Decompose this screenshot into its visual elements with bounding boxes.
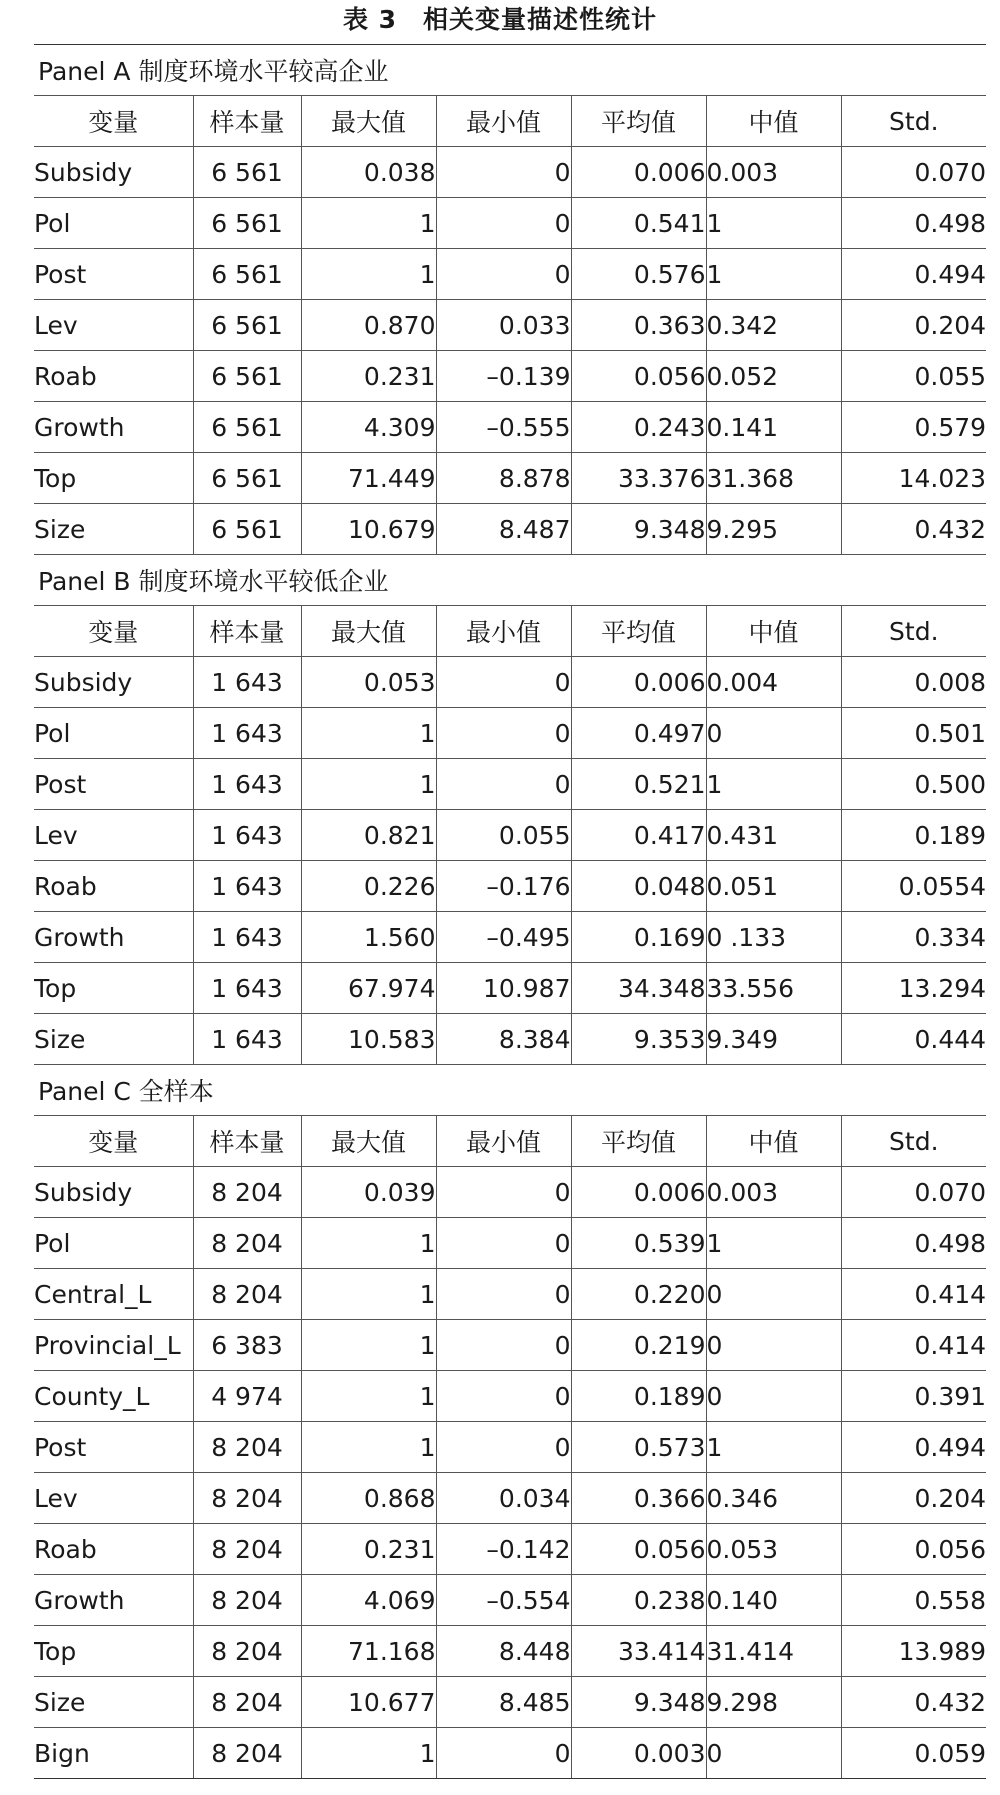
std-cell: 0.070 bbox=[841, 1167, 986, 1218]
median-cell: 0.431 bbox=[706, 810, 841, 861]
mean-cell: 0.003 bbox=[571, 1728, 706, 1779]
min-cell: 8.448 bbox=[436, 1626, 571, 1677]
variable-cell: Size bbox=[34, 1014, 193, 1065]
table-row bbox=[34, 759, 986, 810]
variable-cell: Size bbox=[34, 1677, 193, 1728]
variable-cell: Lev bbox=[34, 810, 193, 861]
mean-cell: 0.056 bbox=[571, 1524, 706, 1575]
table-row bbox=[34, 1422, 986, 1473]
min-cell: 0.033 bbox=[436, 300, 571, 351]
median-cell: 0.051 bbox=[706, 861, 841, 912]
max-cell: 0.870 bbox=[301, 300, 436, 351]
table-row bbox=[34, 1167, 986, 1218]
min-cell: –0.139 bbox=[436, 351, 571, 402]
median-cell: 1 bbox=[706, 249, 841, 300]
sample-size-cell: 6 561 bbox=[193, 453, 301, 504]
sample-size-cell: 8 204 bbox=[193, 1524, 301, 1575]
sample-size-cell: 8 204 bbox=[193, 1473, 301, 1524]
variable-cell: Size bbox=[34, 504, 193, 555]
mean-cell: 9.353 bbox=[571, 1014, 706, 1065]
variable-cell: Growth bbox=[34, 402, 193, 453]
header-sample-size: 样本量 bbox=[193, 606, 301, 657]
table-row bbox=[34, 402, 986, 453]
std-cell: 13.294 bbox=[841, 963, 986, 1014]
sample-size-cell: 1 643 bbox=[193, 759, 301, 810]
min-cell: 0 bbox=[436, 1320, 571, 1371]
variable-cell: Top bbox=[34, 963, 193, 1014]
table-row bbox=[34, 351, 986, 402]
header-max: 最大值 bbox=[301, 96, 436, 147]
header-std: Std. bbox=[841, 1116, 986, 1167]
std-cell: 14.023 bbox=[841, 453, 986, 504]
std-cell: 0.501 bbox=[841, 708, 986, 759]
variable-cell: Central_L bbox=[34, 1269, 193, 1320]
mean-cell: 0.576 bbox=[571, 249, 706, 300]
median-cell: 0 bbox=[706, 1269, 841, 1320]
table-row bbox=[34, 1677, 986, 1728]
min-cell: 10.987 bbox=[436, 963, 571, 1014]
mean-cell: 0.006 bbox=[571, 1167, 706, 1218]
std-cell: 0.414 bbox=[841, 1269, 986, 1320]
table-row bbox=[34, 1014, 986, 1065]
min-cell: 0 bbox=[436, 759, 571, 810]
table-row bbox=[34, 1269, 986, 1320]
variable-cell: Post bbox=[34, 249, 193, 300]
column-header-row bbox=[34, 96, 986, 147]
min-cell: 0 bbox=[436, 1269, 571, 1320]
mean-cell: 0.541 bbox=[571, 198, 706, 249]
table-row bbox=[34, 1728, 986, 1779]
mean-cell: 9.348 bbox=[571, 504, 706, 555]
header-std: Std. bbox=[841, 606, 986, 657]
mean-cell: 0.243 bbox=[571, 402, 706, 453]
std-cell: 0.391 bbox=[841, 1371, 986, 1422]
header-median: 中值 bbox=[706, 1116, 841, 1167]
sample-size-cell: 4 974 bbox=[193, 1371, 301, 1422]
std-cell: 0.204 bbox=[841, 300, 986, 351]
median-cell: 31.368 bbox=[706, 453, 841, 504]
std-cell: 0.432 bbox=[841, 504, 986, 555]
min-cell: 0 bbox=[436, 249, 571, 300]
table-row bbox=[34, 300, 986, 351]
min-cell: 0 bbox=[436, 198, 571, 249]
mean-cell: 0.363 bbox=[571, 300, 706, 351]
table-row bbox=[34, 1524, 986, 1575]
sample-size-cell: 1 643 bbox=[193, 1014, 301, 1065]
std-cell: 0.0554 bbox=[841, 861, 986, 912]
median-cell: 0 .133 bbox=[706, 912, 841, 963]
sample-size-cell: 8 204 bbox=[193, 1422, 301, 1473]
median-cell: 0 bbox=[706, 1371, 841, 1422]
min-cell: 0 bbox=[436, 708, 571, 759]
sample-size-cell: 8 204 bbox=[193, 1677, 301, 1728]
mean-cell: 0.366 bbox=[571, 1473, 706, 1524]
header-min: 最小值 bbox=[436, 1116, 571, 1167]
median-cell: 0 bbox=[706, 1728, 841, 1779]
max-cell: 1 bbox=[301, 1371, 436, 1422]
median-cell: 1 bbox=[706, 1422, 841, 1473]
min-cell: –0.176 bbox=[436, 861, 571, 912]
variable-cell: Provincial_L bbox=[34, 1320, 193, 1371]
median-cell: 9.295 bbox=[706, 504, 841, 555]
sample-size-cell: 8 204 bbox=[193, 1218, 301, 1269]
std-cell: 0.498 bbox=[841, 198, 986, 249]
mean-cell: 34.348 bbox=[571, 963, 706, 1014]
sample-size-cell: 1 643 bbox=[193, 963, 301, 1014]
column-header-row bbox=[34, 1116, 986, 1167]
panel-label: Panel C 全样本 bbox=[34, 1065, 986, 1116]
min-cell: 8.384 bbox=[436, 1014, 571, 1065]
max-cell: 0.053 bbox=[301, 657, 436, 708]
table-row bbox=[34, 249, 986, 300]
max-cell: 67.974 bbox=[301, 963, 436, 1014]
sample-size-cell: 1 643 bbox=[193, 657, 301, 708]
std-cell: 0.558 bbox=[841, 1575, 986, 1626]
min-cell: 0 bbox=[436, 1167, 571, 1218]
header-std: Std. bbox=[841, 96, 986, 147]
min-cell: 8.487 bbox=[436, 504, 571, 555]
max-cell: 1 bbox=[301, 249, 436, 300]
std-cell: 0.334 bbox=[841, 912, 986, 963]
min-cell: 0 bbox=[436, 1371, 571, 1422]
std-cell: 0.008 bbox=[841, 657, 986, 708]
max-cell: 0.226 bbox=[301, 861, 436, 912]
panel-label: Panel A 制度环境水平较高企业 bbox=[34, 45, 986, 96]
table-row bbox=[34, 1371, 986, 1422]
max-cell: 1 bbox=[301, 1320, 436, 1371]
header-min: 最小值 bbox=[436, 96, 571, 147]
header-mean: 平均值 bbox=[571, 96, 706, 147]
sample-size-cell: 6 561 bbox=[193, 504, 301, 555]
header-mean: 平均值 bbox=[571, 1116, 706, 1167]
sample-size-cell: 8 204 bbox=[193, 1626, 301, 1677]
sample-size-cell: 6 561 bbox=[193, 249, 301, 300]
table-body bbox=[34, 45, 986, 1779]
max-cell: 0.038 bbox=[301, 147, 436, 198]
variable-cell: Pol bbox=[34, 198, 193, 249]
mean-cell: 0.521 bbox=[571, 759, 706, 810]
variable-cell: Subsidy bbox=[34, 147, 193, 198]
median-cell: 0.003 bbox=[706, 147, 841, 198]
mean-cell: 0.417 bbox=[571, 810, 706, 861]
median-cell: 31.414 bbox=[706, 1626, 841, 1677]
header-variable: 变量 bbox=[34, 606, 193, 657]
min-cell: 0.034 bbox=[436, 1473, 571, 1524]
max-cell: 0.868 bbox=[301, 1473, 436, 1524]
header-mean: 平均值 bbox=[571, 606, 706, 657]
sample-size-cell: 6 561 bbox=[193, 402, 301, 453]
table-row bbox=[34, 1320, 986, 1371]
table-row bbox=[34, 1575, 986, 1626]
mean-cell: 0.048 bbox=[571, 861, 706, 912]
min-cell: 8.485 bbox=[436, 1677, 571, 1728]
header-sample-size: 样本量 bbox=[193, 96, 301, 147]
panel-label-row bbox=[34, 45, 986, 96]
sample-size-cell: 6 383 bbox=[193, 1320, 301, 1371]
max-cell: 1 bbox=[301, 708, 436, 759]
column-header-row bbox=[34, 606, 986, 657]
median-cell: 1 bbox=[706, 198, 841, 249]
variable-cell: Top bbox=[34, 453, 193, 504]
median-cell: 0.052 bbox=[706, 351, 841, 402]
std-cell: 0.494 bbox=[841, 249, 986, 300]
variable-cell: Post bbox=[34, 759, 193, 810]
mean-cell: 0.169 bbox=[571, 912, 706, 963]
max-cell: 1 bbox=[301, 1422, 436, 1473]
table-row bbox=[34, 810, 986, 861]
table-row bbox=[34, 147, 986, 198]
std-cell: 0.414 bbox=[841, 1320, 986, 1371]
variable-cell: Roab bbox=[34, 351, 193, 402]
sample-size-cell: 1 643 bbox=[193, 861, 301, 912]
table-row bbox=[34, 504, 986, 555]
variable-cell: Bign bbox=[34, 1728, 193, 1779]
median-cell: 1 bbox=[706, 1218, 841, 1269]
variable-cell: Post bbox=[34, 1422, 193, 1473]
max-cell: 0.039 bbox=[301, 1167, 436, 1218]
median-cell: 9.298 bbox=[706, 1677, 841, 1728]
min-cell: 0 bbox=[436, 1218, 571, 1269]
std-cell: 0.498 bbox=[841, 1218, 986, 1269]
variable-cell: Lev bbox=[34, 300, 193, 351]
std-cell: 0.055 bbox=[841, 351, 986, 402]
median-cell: 0.004 bbox=[706, 657, 841, 708]
header-median: 中值 bbox=[706, 96, 841, 147]
table-row bbox=[34, 708, 986, 759]
std-cell: 0.059 bbox=[841, 1728, 986, 1779]
min-cell: –0.142 bbox=[436, 1524, 571, 1575]
mean-cell: 33.414 bbox=[571, 1626, 706, 1677]
sample-size-cell: 1 643 bbox=[193, 708, 301, 759]
max-cell: 10.583 bbox=[301, 1014, 436, 1065]
max-cell: 1 bbox=[301, 198, 436, 249]
mean-cell: 0.189 bbox=[571, 1371, 706, 1422]
median-cell: 0.003 bbox=[706, 1167, 841, 1218]
max-cell: 1 bbox=[301, 1728, 436, 1779]
table-row bbox=[34, 963, 986, 1014]
std-cell: 0.500 bbox=[841, 759, 986, 810]
std-cell: 0.056 bbox=[841, 1524, 986, 1575]
header-median: 中值 bbox=[706, 606, 841, 657]
std-cell: 0.204 bbox=[841, 1473, 986, 1524]
mean-cell: 0.238 bbox=[571, 1575, 706, 1626]
median-cell: 33.556 bbox=[706, 963, 841, 1014]
panel-label-row bbox=[34, 555, 986, 606]
variable-cell: Pol bbox=[34, 708, 193, 759]
std-cell: 0.432 bbox=[841, 1677, 986, 1728]
sample-size-cell: 8 204 bbox=[193, 1269, 301, 1320]
sample-size-cell: 1 643 bbox=[193, 912, 301, 963]
min-cell: –0.495 bbox=[436, 912, 571, 963]
median-cell: 0.346 bbox=[706, 1473, 841, 1524]
sample-size-cell: 6 561 bbox=[193, 300, 301, 351]
std-cell: 0.579 bbox=[841, 402, 986, 453]
variable-cell: Growth bbox=[34, 912, 193, 963]
table-row bbox=[34, 657, 986, 708]
median-cell: 0 bbox=[706, 708, 841, 759]
min-cell: 0.055 bbox=[436, 810, 571, 861]
variable-cell: Growth bbox=[34, 1575, 193, 1626]
std-cell: 0.494 bbox=[841, 1422, 986, 1473]
variable-cell: Pol bbox=[34, 1218, 193, 1269]
min-cell: 0 bbox=[436, 657, 571, 708]
descriptive-statistics-table bbox=[34, 44, 986, 1779]
variable-cell: Lev bbox=[34, 1473, 193, 1524]
max-cell: 1.560 bbox=[301, 912, 436, 963]
max-cell: 10.677 bbox=[301, 1677, 436, 1728]
min-cell: 0 bbox=[436, 147, 571, 198]
max-cell: 4.069 bbox=[301, 1575, 436, 1626]
median-cell: 0.140 bbox=[706, 1575, 841, 1626]
table-title: 表 3 相关变量描述性统计 bbox=[342, 5, 658, 34]
mean-cell: 9.348 bbox=[571, 1677, 706, 1728]
median-cell: 0.141 bbox=[706, 402, 841, 453]
max-cell: 0.821 bbox=[301, 810, 436, 861]
max-cell: 71.449 bbox=[301, 453, 436, 504]
table-row bbox=[34, 912, 986, 963]
min-cell: –0.554 bbox=[436, 1575, 571, 1626]
header-min: 最小值 bbox=[436, 606, 571, 657]
min-cell: –0.555 bbox=[436, 402, 571, 453]
max-cell: 1 bbox=[301, 1269, 436, 1320]
mean-cell: 0.573 bbox=[571, 1422, 706, 1473]
max-cell: 0.231 bbox=[301, 351, 436, 402]
sample-size-cell: 8 204 bbox=[193, 1575, 301, 1626]
mean-cell: 0.539 bbox=[571, 1218, 706, 1269]
mean-cell: 0.220 bbox=[571, 1269, 706, 1320]
variable-cell: Roab bbox=[34, 861, 193, 912]
table-row bbox=[34, 1626, 986, 1677]
std-cell: 0.444 bbox=[841, 1014, 986, 1065]
mean-cell: 33.376 bbox=[571, 453, 706, 504]
std-cell: 13.989 bbox=[841, 1626, 986, 1677]
variable-cell: Top bbox=[34, 1626, 193, 1677]
median-cell: 0 bbox=[706, 1320, 841, 1371]
variable-cell: County_L bbox=[34, 1371, 193, 1422]
header-max: 最大值 bbox=[301, 1116, 436, 1167]
median-cell: 1 bbox=[706, 759, 841, 810]
mean-cell: 0.497 bbox=[571, 708, 706, 759]
sample-size-cell: 6 561 bbox=[193, 147, 301, 198]
std-cell: 0.189 bbox=[841, 810, 986, 861]
max-cell: 4.309 bbox=[301, 402, 436, 453]
median-cell: 0.342 bbox=[706, 300, 841, 351]
header-sample-size: 样本量 bbox=[193, 1116, 301, 1167]
max-cell: 1 bbox=[301, 759, 436, 810]
median-cell: 0.053 bbox=[706, 1524, 841, 1575]
sample-size-cell: 6 561 bbox=[193, 198, 301, 249]
mean-cell: 0.219 bbox=[571, 1320, 706, 1371]
table-row bbox=[34, 861, 986, 912]
header-variable: 变量 bbox=[34, 1116, 193, 1167]
panel-label-row bbox=[34, 1065, 986, 1116]
sample-size-cell: 8 204 bbox=[193, 1167, 301, 1218]
table-row bbox=[34, 1218, 986, 1269]
max-cell: 1 bbox=[301, 1218, 436, 1269]
max-cell: 10.679 bbox=[301, 504, 436, 555]
mean-cell: 0.056 bbox=[571, 351, 706, 402]
variable-cell: Subsidy bbox=[34, 657, 193, 708]
min-cell: 0 bbox=[436, 1422, 571, 1473]
max-cell: 0.231 bbox=[301, 1524, 436, 1575]
table-row bbox=[34, 198, 986, 249]
min-cell: 0 bbox=[436, 1728, 571, 1779]
panel-label: Panel B 制度环境水平较低企业 bbox=[34, 555, 986, 606]
mean-cell: 0.006 bbox=[571, 147, 706, 198]
std-cell: 0.070 bbox=[841, 147, 986, 198]
variable-cell: Subsidy bbox=[34, 1167, 193, 1218]
sample-size-cell: 1 643 bbox=[193, 810, 301, 861]
mean-cell: 0.006 bbox=[571, 657, 706, 708]
table-row bbox=[34, 453, 986, 504]
sample-size-cell: 6 561 bbox=[193, 351, 301, 402]
sample-size-cell: 8 204 bbox=[193, 1728, 301, 1779]
max-cell: 71.168 bbox=[301, 1626, 436, 1677]
min-cell: 8.878 bbox=[436, 453, 571, 504]
header-variable: 变量 bbox=[34, 96, 193, 147]
table-row bbox=[34, 1473, 986, 1524]
header-max: 最大值 bbox=[301, 606, 436, 657]
median-cell: 9.349 bbox=[706, 1014, 841, 1065]
variable-cell: Roab bbox=[34, 1524, 193, 1575]
